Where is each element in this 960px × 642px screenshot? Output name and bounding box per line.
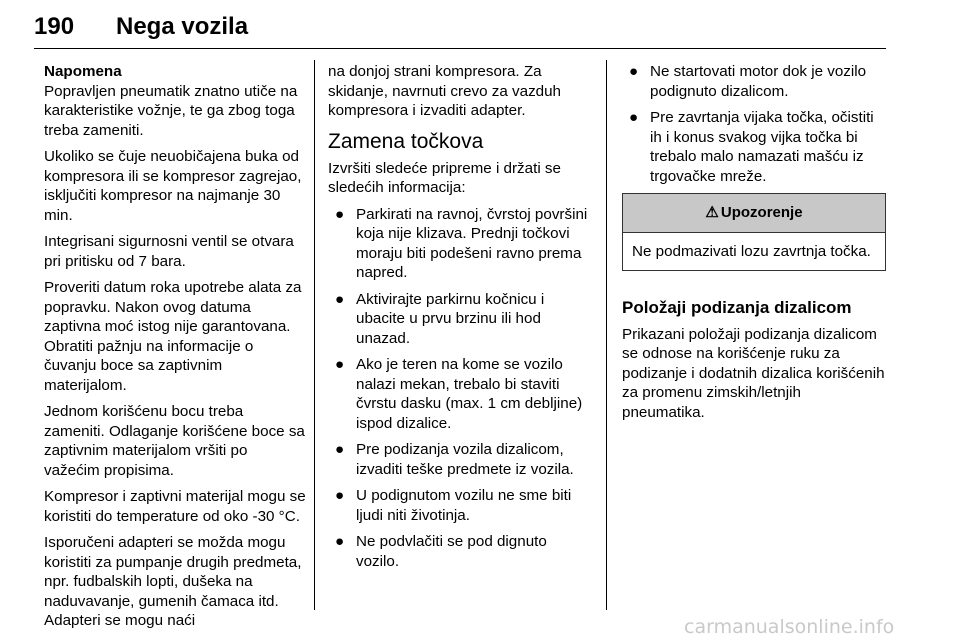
paragraph: Kompresor i zaptivni materijal mogu se koristiti do temperature od oko -30 °C. (44, 488, 306, 525)
list-item (328, 290, 593, 349)
chapter-title: Nega vozila (116, 13, 249, 40)
paragraph: Proveriti datum roka upotrebe alata za popravku. Nakon ovog datuma zaptivna moć istog nije garantovana. Obratiti pažnju na informacije o čuvanju boce sa zaptivnim materijalom. (44, 279, 302, 394)
page-header (34, 8, 886, 49)
bullet-icon: ● (335, 290, 345, 308)
bullet-icon: ● (335, 441, 345, 458)
bullet-list (328, 205, 593, 572)
list-item-text: Ne startovati motor dok je vozilo podignuto dizalicom. (650, 63, 867, 100)
paragraph: Isporučeni adapteri se možda mogu koristiti za pumpanje drugih predmeta, npr. fudbalskih lopti, dušeka na naduvavanje, gumenih čamaca itd. Adapteri se mogu naći (44, 534, 302, 629)
list-item-text: Ako je teren na kome se vozilo nalazi mekan, trebalo bi staviti čvrstu dasku (max. 1 cm debljine) ispod dizalice. (356, 356, 583, 432)
warning-box (622, 193, 886, 271)
page-number: 190 (34, 13, 75, 40)
watermark: carmanualsonline.info (684, 616, 895, 638)
list-item (328, 440, 593, 479)
list-item (328, 205, 593, 283)
paragraph: Integrisani sigurnosni ventil se otvara pri pritisku od 7 bara. (44, 233, 294, 270)
list-item (622, 108, 886, 186)
list-item (328, 355, 593, 433)
bullet-icon: ● (335, 533, 345, 550)
paragraph: Ukoliko se čuje neuobičajena buka od kompresora ili se kompresor zagrejao, isključiti kompresor na najmanje 30 min. (44, 148, 302, 224)
column-divider-1 (314, 60, 315, 610)
intro-paragraph: Izvršiti sledeće pripreme i držati se sledećih informacija: (328, 159, 561, 196)
column-1 (44, 62, 306, 638)
paragraph: Jednom korišćenu bocu treba zameniti. Odlaganje korišćene boce sa zaptivnim materijalom vršiti po važećim propisima. (44, 403, 305, 479)
paragraph: Popravljen pneumatik znatno utiče na karakteristike vožnje, te ga zbog toga treba zameniti. (44, 82, 298, 139)
list-item-text: Aktivirajte parkirnu kočnicu i ubacite u prvu brzinu ili hod unazad. (356, 290, 545, 347)
list-item-text: Parkirati na ravnoj, čvrstoj površini koja nije klizava. Prednji točkovi moraju biti podešeni ravno prema napred. (356, 205, 588, 281)
list-item-text: Ne podvlačiti se pod dignuto vozilo. (356, 533, 547, 570)
bullet-icon: ● (335, 356, 345, 373)
bullet-icon: ● (629, 109, 639, 126)
warning-text: Ne podmazivati lozu zavrtnja točka. (632, 243, 871, 260)
list-item-text: Pre podizanja vozila dizalicom, izvaditi teške predmete iz vozila. (356, 441, 574, 478)
paragraph: Prikazani položaji podizanja dizalicom se odnose na korišćenje ruku za podizanje i dodatnih dizalica korišćenih za promenu zimskih/letnjih pneumatika. (622, 325, 885, 421)
bullet-icon: ● (335, 487, 345, 504)
column-divider-2 (606, 60, 607, 610)
bullet-icon: ● (335, 205, 345, 223)
warning-icon: ⚠ (705, 204, 719, 221)
list-item (622, 62, 886, 101)
bullet-icon: ● (629, 63, 639, 80)
list-item-text: Pre zavrtanja vijaka točka, očistiti ih i konus svakog vijka točka bi trebalo malo namazati mašću iz trgovačke mreže. (650, 109, 874, 185)
column-3 (622, 62, 886, 429)
note-title: Napomena (44, 63, 122, 80)
warning-title: Upozorenje (720, 204, 803, 221)
subsection-heading: Položaji podizanja dizalicom (622, 297, 852, 317)
list-item-text: U podignutom vozilu ne sme biti ljudi niti životinja. (356, 487, 572, 524)
warning-header (623, 194, 885, 233)
column-2 (328, 62, 593, 578)
paragraph: na donjoj strani kompresora. Za skidanje, navrnuti crevo za vazduh kompresora i izvaditi adapter. (328, 63, 562, 119)
list-item (328, 532, 593, 571)
bullet-list (622, 62, 886, 186)
list-item (328, 486, 593, 525)
section-heading: Zamena točkova (328, 129, 484, 153)
